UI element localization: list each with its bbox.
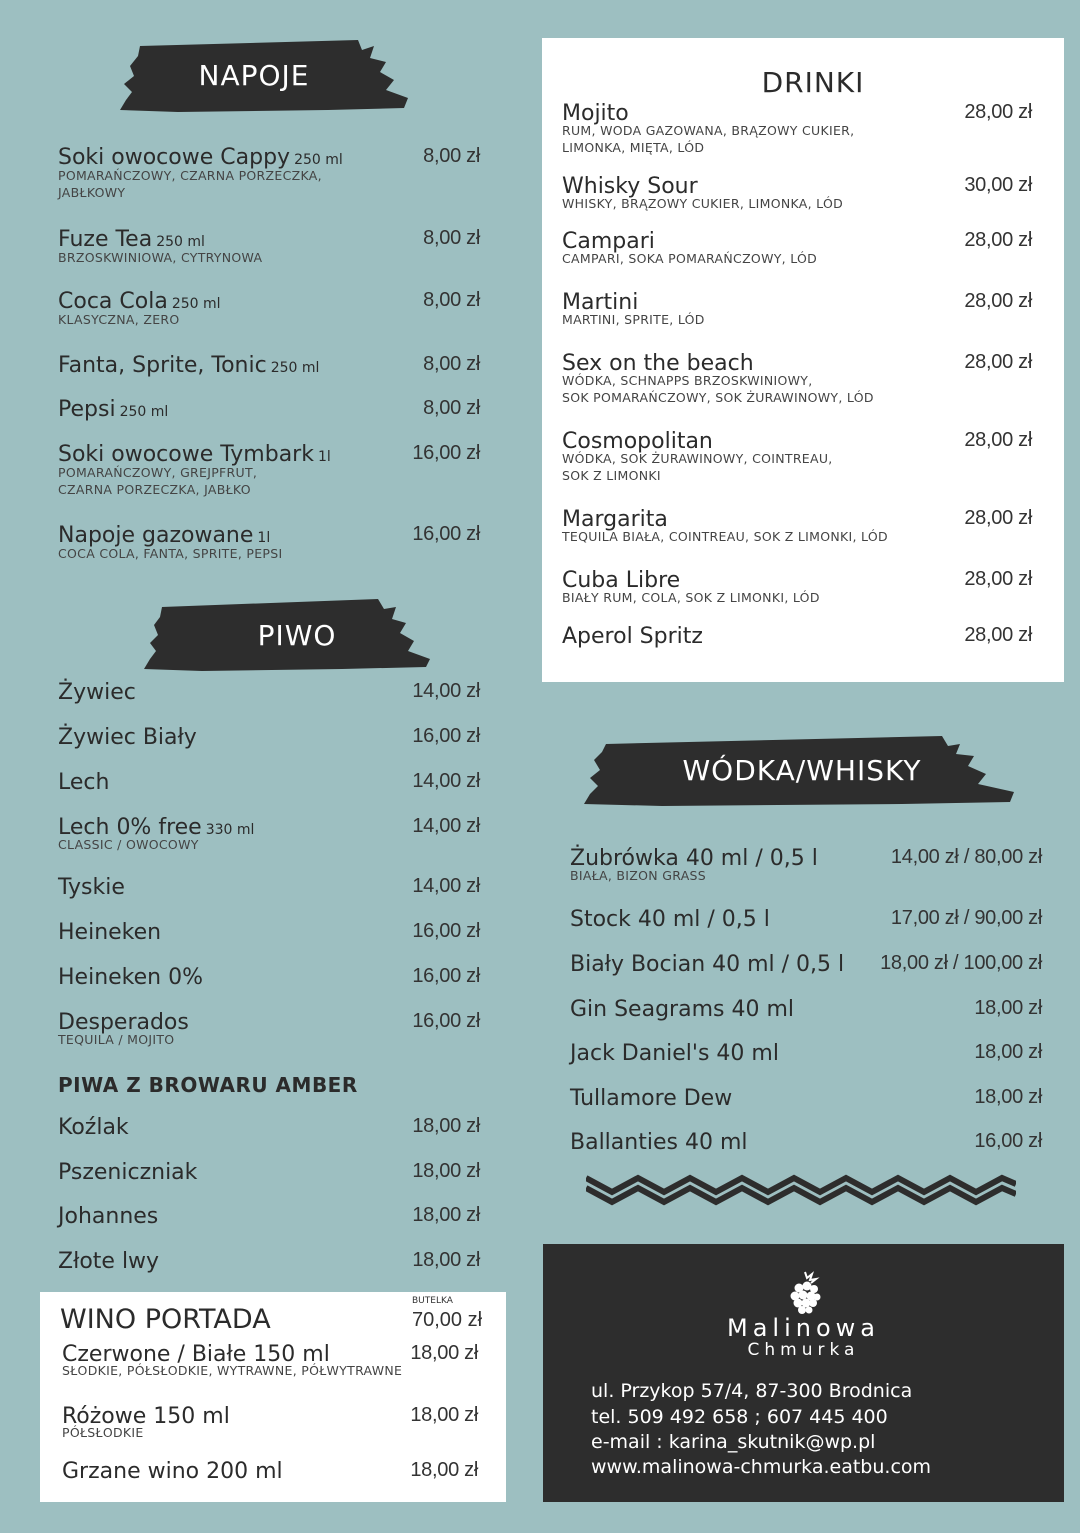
- item-description: WÓDKA, SCHNAPPS BRZOSKWINIOWY,: [562, 373, 813, 388]
- wino-box: [40, 1292, 506, 1502]
- item-name: Złote lwy: [58, 1249, 160, 1274]
- item-name: Biały Bocian 40 ml / 0,5 l: [570, 952, 845, 977]
- item-name: Margarita: [562, 507, 668, 532]
- menu-item: [58, 145, 480, 201]
- item-name: Campari: [562, 229, 655, 254]
- item-price: 18,00 zł: [974, 1086, 1042, 1108]
- zigzag-decoration-icon: [586, 1170, 1016, 1208]
- item-name: Coca Cola: [58, 289, 168, 314]
- menu-item: [562, 507, 1032, 545]
- item-name: Sex on the beach: [562, 351, 754, 376]
- menu-item: [58, 815, 480, 853]
- menu-item: [562, 351, 1032, 406]
- item-name: Jack Daniel's 40 ml: [570, 1041, 779, 1066]
- item-description: COCA COLA, FANTA, SPRITE, PEPSI: [58, 546, 283, 561]
- item-price: 18,00 zł: [974, 1041, 1042, 1063]
- menu-item: [62, 1404, 478, 1441]
- menu-item: [570, 952, 1042, 977]
- wodka-banner: [582, 732, 1018, 808]
- item-name: Heineken 0%: [58, 965, 203, 990]
- item-description: CZARNA PORZECZKA, JABŁKO: [58, 482, 251, 497]
- menu-item: [58, 227, 480, 266]
- item-name: Cosmopolitan: [562, 429, 713, 454]
- item-price: 28,00 zł: [964, 429, 1032, 451]
- item-name: Gin Seagrams 40 ml: [570, 997, 794, 1022]
- item-price: 28,00 zł: [964, 351, 1032, 373]
- napoje-banner: [118, 36, 410, 114]
- contact-website[interactable]: www.malinowa-chmurka.eatbu.com: [591, 1456, 932, 1478]
- item-description: MARTINI, SPRITE, LÓD: [562, 312, 705, 327]
- item-price: 28,00 zł: [964, 101, 1032, 123]
- item-price: 28,00 zł: [964, 568, 1032, 590]
- item-name: Mojito: [562, 101, 629, 126]
- item-size: 250 ml: [270, 360, 320, 376]
- item-price: 16,00 zł: [412, 920, 480, 942]
- item-price: 30,00 zł: [964, 174, 1032, 196]
- menu-item: [58, 523, 480, 562]
- bottle-price: 70,00 zł: [412, 1309, 483, 1331]
- item-price: 14,00 zł: [412, 770, 480, 792]
- menu-item: [58, 1249, 480, 1274]
- item-size: 250 ml: [294, 152, 343, 168]
- menu-item: [570, 846, 1042, 884]
- item-name: Soki owocowe Cappy: [58, 145, 291, 170]
- item-name: Martini: [562, 290, 639, 315]
- item-price: 18,00 zł: [974, 997, 1042, 1019]
- item-name: Ballanties 40 ml: [570, 1130, 748, 1155]
- item-size: 250 ml: [156, 234, 205, 250]
- item-price: 18,00 zł: [410, 1459, 478, 1481]
- item-name: Lech 0% free: [58, 815, 202, 840]
- item-name: Fuze Tea: [58, 227, 153, 252]
- item-description: JABŁKOWY: [58, 185, 126, 200]
- menu-item: [58, 920, 480, 945]
- item-name: Tullamore Dew: [570, 1086, 733, 1111]
- item-name: Johannes: [58, 1204, 159, 1229]
- item-name: Pszeniczniak: [58, 1160, 198, 1185]
- wodka-title: WÓDKA/WHISKY: [682, 753, 922, 787]
- item-name: Pepsi: [58, 397, 116, 422]
- item-price: 8,00 zł: [423, 289, 480, 311]
- item-name: Desperados: [58, 1010, 189, 1035]
- menu-item: [58, 770, 480, 795]
- item-price: 14,00 zł: [412, 815, 480, 837]
- menu-item: [58, 1160, 480, 1185]
- item-name: Żubrówka 40 ml / 0,5 l: [570, 846, 818, 871]
- item-price: 16,00 zł: [412, 725, 480, 747]
- item-description: TEQUILA BIAŁA, COINTREAU, SOK Z LIMONKI, LÓD: [562, 529, 888, 544]
- item-price: 18,00 zł: [412, 1204, 480, 1226]
- item-price: 28,00 zł: [964, 507, 1032, 529]
- item-name: Żywiec Biały: [58, 725, 197, 750]
- logo-text-line1: Malinowa: [727, 1314, 880, 1342]
- menu-item: [58, 1115, 480, 1140]
- item-price: 8,00 zł: [423, 353, 480, 375]
- item-price: 16,00 zł: [974, 1130, 1042, 1152]
- drinki-box: [542, 38, 1064, 682]
- item-price: 14,00 zł: [412, 680, 480, 702]
- item-name: Czerwone / Białe 150 ml: [62, 1342, 330, 1367]
- raspberry-icon: [785, 1270, 825, 1316]
- item-price: 16,00 zł: [412, 965, 480, 987]
- item-price: 18,00 zł: [410, 1404, 478, 1426]
- item-name: Koźlak: [58, 1115, 129, 1140]
- item-size: 250 ml: [171, 296, 221, 312]
- item-description: BIAŁA, BIZON GRASS: [570, 868, 707, 883]
- wino-title: WINO PORTADA: [60, 1304, 271, 1335]
- menu-item: [570, 907, 1042, 932]
- item-description: KLASYCZNA, ZERO: [58, 312, 180, 327]
- item-name: Stock 40 ml / 0,5 l: [570, 907, 770, 932]
- item-description: PÓŁSŁODKIE: [62, 1425, 144, 1440]
- menu-item: [58, 875, 480, 900]
- item-price: 8,00 zł: [423, 227, 480, 249]
- item-price: 18,00 zł / 100,00 zł: [880, 952, 1042, 974]
- item-name: Whisky Sour: [562, 174, 698, 199]
- item-description: SOK POMARAŃCZOWY, SOK ŻURAWINOWY, LÓD: [562, 390, 874, 405]
- item-description: POMARAŃCZOWY, CZARNA PORZECZKA,: [58, 168, 322, 183]
- drinki-title: DRINKI: [761, 66, 865, 99]
- item-size: 330 ml: [205, 822, 255, 838]
- menu-item: [562, 174, 1032, 212]
- item-name: Różowe 150 ml: [62, 1404, 230, 1429]
- item-description: SOK Z LIMONKI: [562, 468, 661, 483]
- item-price: 8,00 zł: [423, 397, 480, 419]
- contact-box: [543, 1244, 1064, 1502]
- item-price: 28,00 zł: [964, 229, 1032, 251]
- menu-item: [570, 1130, 1042, 1155]
- item-name: Żywiec: [58, 680, 136, 705]
- item-price: 14,00 zł / 80,00 zł: [890, 846, 1042, 868]
- item-description: POMARAŃCZOWY, GREJPFRUT,: [58, 465, 258, 480]
- item-description: BIAŁY RUM, COLA, SOK Z LIMONKI, LÓD: [562, 590, 820, 605]
- item-price: 18,00 zł: [412, 1115, 480, 1137]
- item-name: Tyskie: [58, 875, 125, 900]
- item-description: WÓDKA, SOK ŻURAWINOWY, COINTREAU,: [562, 451, 833, 466]
- menu-item: [58, 397, 480, 422]
- item-price: 16,00 zł: [412, 442, 480, 464]
- menu-item: [58, 965, 480, 990]
- item-description: SŁODKIE, PÓŁSŁODKIE, WYTRAWNE, PÓŁWYTRAWNE: [62, 1363, 403, 1378]
- menu-item: [58, 1010, 480, 1048]
- item-name: Cuba Libre: [562, 568, 681, 593]
- piwo-title: PIWO: [257, 618, 337, 652]
- item-price: 14,00 zł: [412, 875, 480, 897]
- item-price: 18,00 zł: [410, 1342, 478, 1364]
- item-name: Napoje gazowane: [58, 523, 254, 548]
- item-price: 16,00 zł: [412, 1010, 480, 1032]
- item-size: 1l: [257, 530, 271, 546]
- item-size: 250 ml: [119, 404, 169, 420]
- menu-item: [562, 568, 1032, 606]
- contact-phone: tel. 509 492 658 ; 607 445 400: [591, 1406, 888, 1428]
- item-price: 28,00 zł: [964, 290, 1032, 312]
- item-description: LIMONKA, MIĘTA, LÓD: [562, 140, 705, 155]
- contact-email[interactable]: e-mail : karina_skutnik@wp.pl: [591, 1431, 876, 1453]
- napoje-title: NAPOJE: [198, 58, 310, 92]
- item-price: 17,00 zł / 90,00 zł: [890, 907, 1042, 929]
- piwo-banner: [142, 597, 432, 673]
- menu-item: [562, 101, 1032, 156]
- menu-item: [62, 1342, 478, 1379]
- amber-subheading: PIWA Z BROWARU AMBER: [58, 1073, 358, 1097]
- item-description: CLASSIC / OWOCOWY: [58, 837, 199, 852]
- menu-item: [62, 1459, 478, 1484]
- menu-item: [570, 1086, 1042, 1111]
- contact-address: ul. Przykop 57/4, 87-300 Brodnica: [591, 1380, 913, 1402]
- menu-item: [58, 289, 480, 328]
- item-price: 8,00 zł: [423, 145, 480, 167]
- item-description: RUM, WODA GAZOWANA, BRĄZOWY CUKIER,: [562, 123, 855, 138]
- menu-item: [58, 442, 480, 498]
- menu-item: [570, 997, 1042, 1022]
- item-price: 28,00 zł: [964, 624, 1032, 646]
- item-name: Fanta, Sprite, Tonic: [58, 353, 267, 378]
- item-description: CAMPARI, SOKA POMARAŃCZOWY, LÓD: [562, 251, 818, 266]
- menu-item: [58, 680, 480, 705]
- menu-item: [58, 353, 480, 378]
- logo-text-line2: Chmurka: [747, 1340, 860, 1360]
- item-price: 16,00 zł: [412, 523, 480, 545]
- item-name: Soki owocowe Tymbark: [58, 442, 314, 467]
- menu-item: [58, 725, 480, 750]
- bottle-label: BUTELKA: [412, 1296, 453, 1306]
- menu-item: [562, 229, 1032, 267]
- item-description: BRZOSKWINIOWA, CYTRYNOWA: [58, 250, 263, 265]
- item-name: Grzane wino 200 ml: [62, 1459, 283, 1484]
- menu-item: [570, 1041, 1042, 1066]
- menu-item: [58, 1204, 480, 1229]
- item-description: TEQUILA / MOJITO: [58, 1032, 175, 1047]
- menu-item: [562, 290, 1032, 328]
- menu-item: [562, 624, 1032, 649]
- item-name: Heineken: [58, 920, 162, 945]
- menu-item: [562, 429, 1032, 484]
- item-description: WHISKY, BRĄZOWY CUKIER, LIMONKA, LÓD: [562, 196, 844, 211]
- item-name: Lech: [58, 770, 110, 795]
- item-price: 18,00 zł: [412, 1249, 480, 1271]
- item-price: 18,00 zł: [412, 1160, 480, 1182]
- item-name: Aperol Spritz: [562, 624, 703, 649]
- item-size: 1l: [317, 449, 331, 465]
